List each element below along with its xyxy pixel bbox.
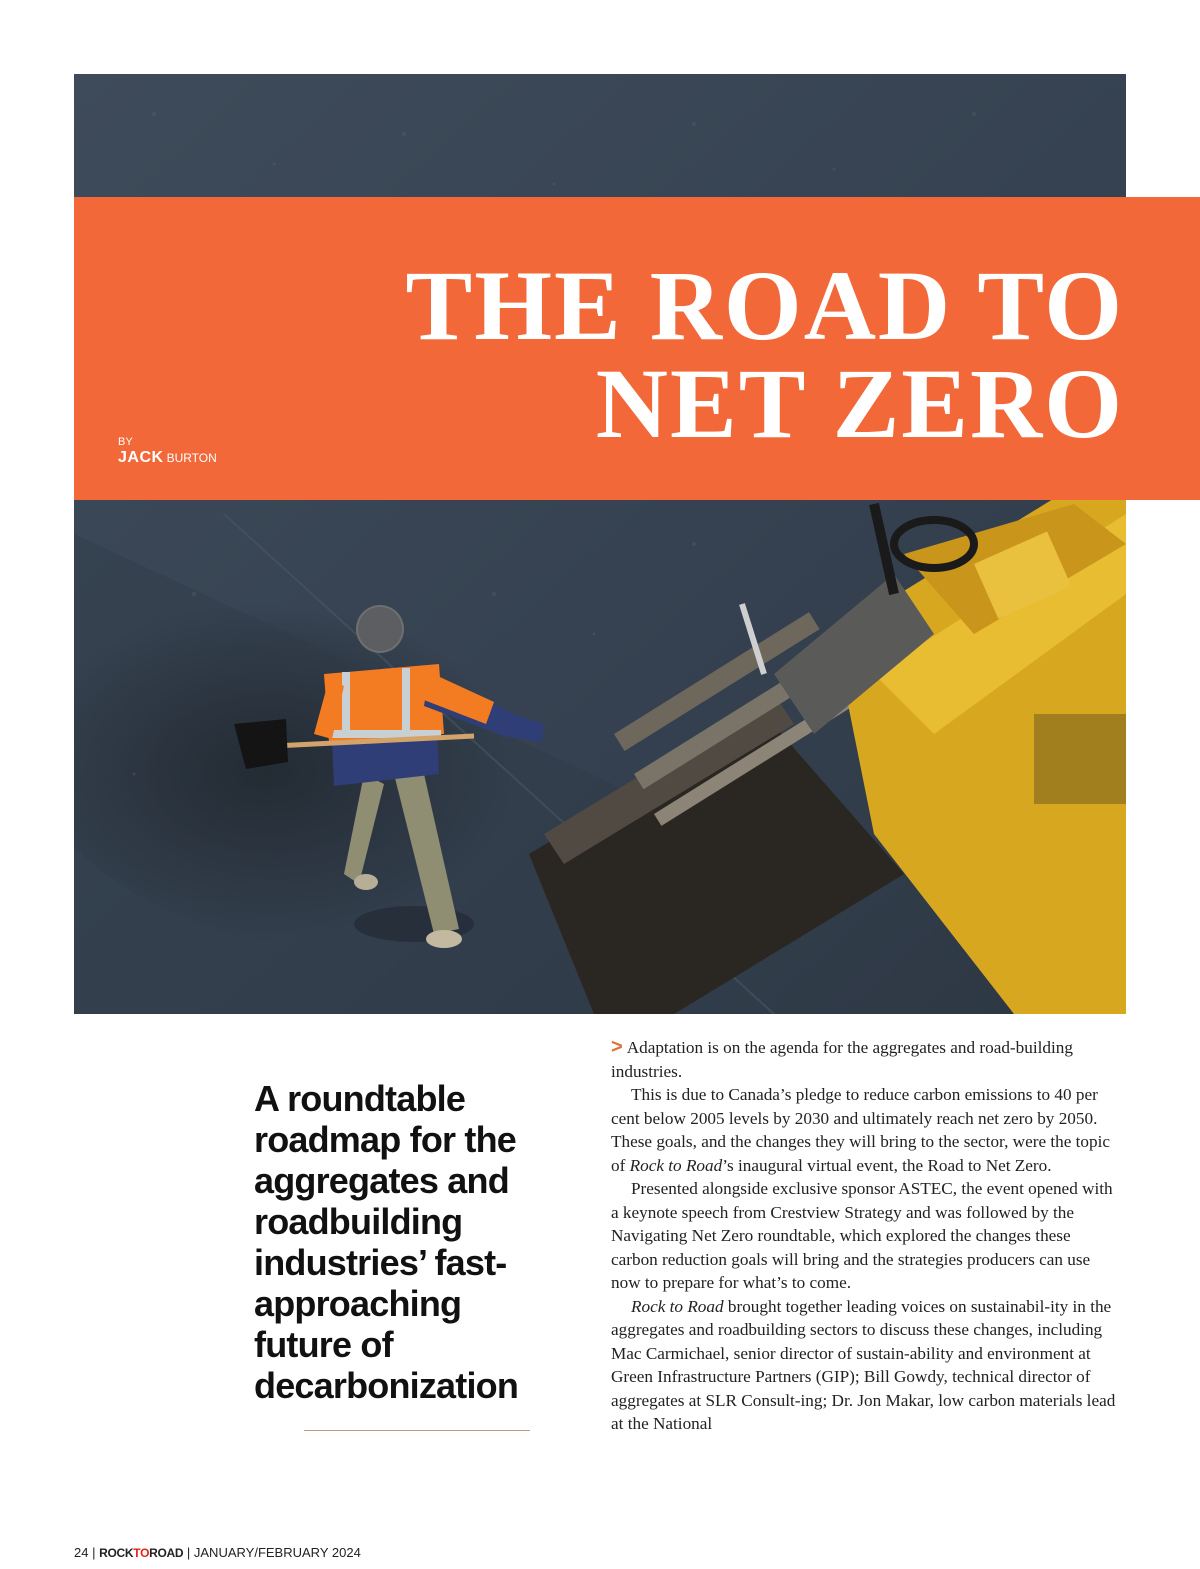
footer-separator: | [186,1545,191,1560]
body-paragraph-4-text: brought together leading voices on sustainabil-ity in the aggregates and roadbuilding sectors to discuss these changes, including Mac Carmichael, senior director of sustain-ability and environment at Green Infrastructure Partners (GIP); Bill Gowdy, technical director of aggregates at SLR Consult-ing; Dr. Jon Makar, low carbon materials lead at the National [611,1296,1116,1433]
body-paragraph-4 [611,1295,1117,1436]
article-deck: A roundtable roadmap for the aggregates and roadbuilding industries’ fast-approaching future of decarbonization [254,1078,519,1406]
byline [118,434,217,466]
body-paragraph-1-text: Adaptation is on the agenda for the aggregates and road-building industries. [611,1038,1073,1081]
title-banner [74,197,1200,500]
footer-separator: | [92,1545,96,1560]
title-line-2: NET ZERO [595,348,1124,459]
deck-divider [304,1430,530,1431]
body-paragraph-2 [611,1083,1117,1177]
logo-word-to: TO [133,1546,150,1560]
publication-name: Rock to Road [629,1155,723,1175]
article-body [611,1036,1117,1436]
publication-name: Rock to Road [631,1296,724,1316]
logo-word-road: ROAD [149,1546,184,1560]
title-line-1: THE ROAD TO [405,250,1124,361]
magazine-logo [99,1546,183,1560]
chevron-right-icon: > [611,1036,623,1058]
author-first-name: JACK [118,449,164,466]
author-last-name: BURTON [166,451,217,465]
issue-date: JANUARY/FEBRUARY 2024 [193,1545,361,1560]
byline-prefix: BY [118,436,133,448]
body-paragraph-2-text-a: This is due to Canada’s pledge to reduce carbon emissions to 40 per cent below 2005 levels by 2030 and ultimately reach net zero by 2050. These goals, and the changes they will bring to the sector, were the topic of [611,1085,1111,1175]
body-paragraph-3: Presented alongside exclusive sponsor ASTEC, the event opened with a keynote speech from Crestview Strategy and was followed by the Navigating Net Zero roundtable, which explored the changes these carbon reduction goals will bring and the strategies producers can use now to prepare for what’s to come. [611,1179,1113,1292]
page-number: 24 [74,1545,89,1560]
logo-word-rock: ROCK [99,1546,134,1560]
article-title [405,250,1124,459]
page-footer [74,1545,361,1560]
body-paragraph-2-text-b: ’s inaugural virtual event, the Road to Net Zero. [722,1155,1052,1175]
body-paragraph-1 [611,1036,1117,1083]
